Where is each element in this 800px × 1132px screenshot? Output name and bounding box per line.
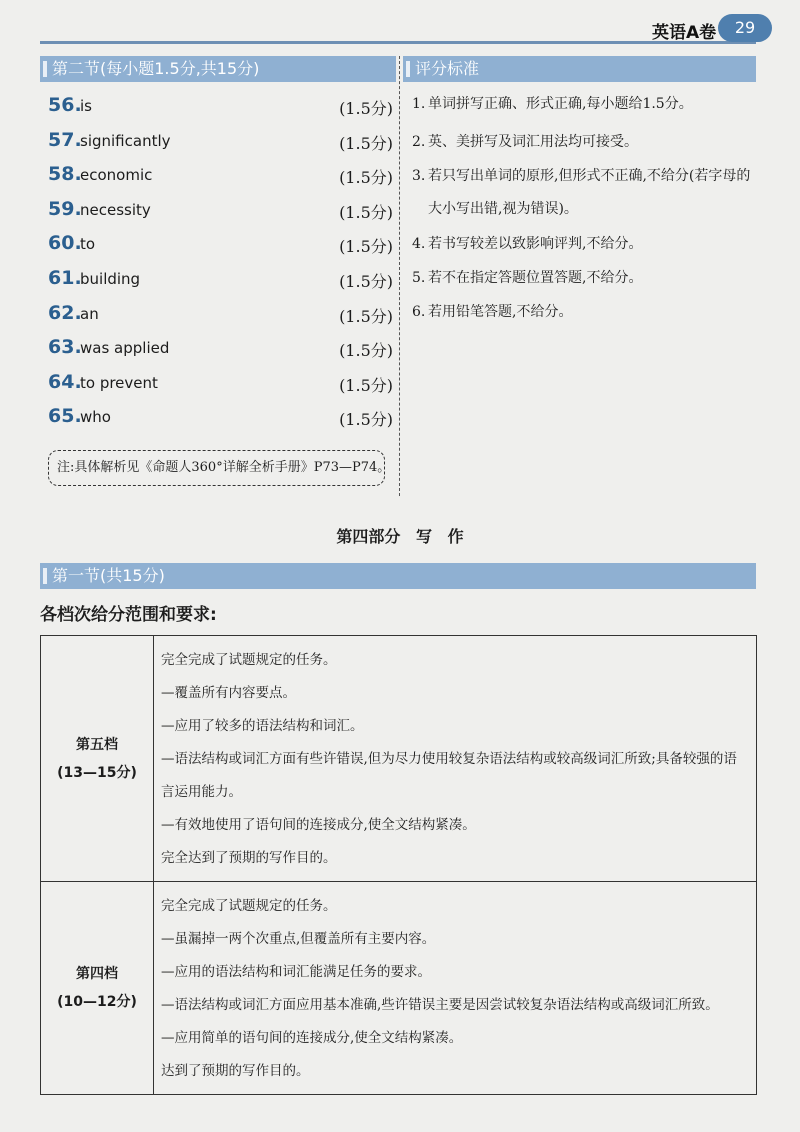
answer-word: economic	[80, 166, 153, 185]
answer-row	[48, 302, 393, 337]
bar-marker	[406, 61, 410, 77]
answer-row	[48, 129, 393, 164]
grade-range: (10—12分)	[57, 994, 137, 1010]
answer-score: (1.5分)	[339, 341, 393, 361]
answer-word: building	[80, 269, 141, 288]
answer-number: 59.	[48, 197, 82, 220]
answer-score: (1.5分)	[339, 237, 393, 257]
criteria-text: 单词拼写正确、形式正确,每小题给1.5分。	[428, 96, 693, 112]
answer-number: 61.	[48, 266, 82, 289]
column-divider	[399, 56, 400, 496]
answer-word: to prevent	[80, 373, 158, 392]
grade-line: —虽漏掉一两个次重点,但覆盖所有主要内容。	[161, 931, 436, 947]
answer-word: to	[80, 235, 96, 254]
reference-note: 注:具体解析见《命题人360°详解全析手册》P73—P74。	[48, 450, 385, 486]
answer-score: (1.5分)	[339, 410, 393, 430]
answer-row	[48, 163, 393, 198]
grade-line: 完全完成了试题规定的任务。	[161, 652, 337, 668]
answer-row	[48, 405, 393, 440]
criteria-number: 4.	[412, 236, 426, 252]
answer-row	[48, 94, 393, 129]
answer-row	[48, 232, 393, 267]
grade-line: —语法结构或词汇方面应用基本准确,些许错误主要是因尝试较复杂语法结构或高级词汇所致。	[161, 997, 719, 1013]
answer-number: 63.	[48, 336, 82, 359]
grade-line: —应用了较多的语法结构和词汇。	[161, 718, 364, 734]
answer-number: 56.	[48, 94, 82, 116]
grade-line: 达到了预期的写作目的。	[161, 1063, 310, 1079]
criteria-text: 若用铅笔答题,不给分。	[428, 304, 573, 320]
section2-bar-label: 第二节(每小题1.5分,共15分)	[52, 59, 260, 78]
answer-score: (1.5分)	[339, 271, 393, 291]
grade-label-cell	[41, 882, 154, 1094]
grade-row	[41, 882, 756, 1094]
part4-section1-bar-label: 第一节(共15分)	[52, 566, 165, 585]
answer-row	[48, 267, 393, 302]
part4-section1-bar	[40, 563, 756, 589]
answer-row	[48, 336, 393, 371]
criteria-text: 若不在指定答题位置答题,不给分。	[428, 270, 643, 286]
grade-name: 第五档	[76, 736, 118, 753]
answer-word: an	[80, 304, 99, 323]
grade-line: —覆盖所有内容要点。	[161, 685, 296, 701]
answer-word: significantly	[80, 131, 171, 150]
answer-score: (1.5分)	[339, 99, 393, 118]
answer-number: 60.	[48, 232, 82, 255]
answer-number: 64.	[48, 370, 82, 393]
answer-number: 65.	[48, 405, 82, 428]
answer-word: necessity	[80, 200, 151, 219]
answer-score: (1.5分)	[339, 168, 393, 188]
criteria-number: 6.	[412, 304, 426, 320]
criteria-bar	[403, 56, 756, 82]
header-title: 英语A卷	[652, 23, 717, 43]
criteria-number: 1.	[412, 96, 426, 112]
grade-line: —应用简单的语句间的连接成分,使全文结构紧凑。	[161, 1030, 463, 1046]
criteria-text: 若书写较差以致影响评判,不给分。	[428, 236, 643, 252]
part4-title: 第四部分 写 作	[336, 527, 464, 546]
answer-word: who	[80, 408, 111, 427]
criteria-number: 2.	[412, 134, 426, 150]
answer-score: (1.5分)	[339, 375, 393, 395]
grade-description-cell	[155, 636, 756, 881]
grade-row	[41, 636, 756, 882]
grade-line: 完全达到了预期的写作目的。	[161, 850, 337, 866]
criteria-number: 5.	[412, 270, 426, 286]
grading-table	[40, 635, 757, 1095]
grade-range: (13—15分)	[57, 764, 137, 781]
answer-number: 58.	[48, 163, 82, 186]
grade-line: —有效地使用了语句间的连接成分,使全文结构紧凑。	[161, 817, 476, 833]
grade-line: —语法结构或词汇方面有些许错误,但为尽力使用较复杂语法结构或较高级词汇所致;具备较强的语言运用能力。	[161, 751, 737, 800]
criteria-text: 若只写出单词的原形,但形式不正确,不给分(若字母的大小写出错,视为错误)。	[428, 168, 751, 217]
answer-row	[48, 371, 393, 406]
grade-line: —应用的语法结构和词汇能满足任务的要求。	[161, 964, 431, 980]
answer-score: (1.5分)	[339, 133, 393, 153]
answer-score: (1.5分)	[339, 306, 393, 326]
grade-name: 第四档	[76, 966, 118, 982]
answer-row	[48, 198, 393, 233]
bar-marker	[43, 568, 47, 584]
answer-number: 57.	[48, 128, 82, 151]
bar-marker	[43, 61, 47, 77]
answer-number: 62.	[48, 301, 82, 324]
requirements-heading: 各档次给分范围和要求:	[40, 605, 217, 625]
page-number-badge: 29	[718, 14, 772, 42]
answer-list	[48, 94, 393, 440]
header-rule	[40, 41, 756, 44]
grade-label-cell	[41, 636, 154, 881]
criteria-bar-label: 评分标准	[415, 59, 480, 78]
criteria-text: 英、美拼写及词汇用法均可接受。	[428, 134, 638, 150]
section2-bar	[40, 56, 396, 82]
grade-description-cell	[155, 882, 756, 1094]
answer-word: is	[80, 97, 92, 115]
answer-score: (1.5分)	[339, 202, 393, 222]
answer-word: was applied	[80, 339, 170, 358]
criteria-number: 3.	[412, 168, 426, 184]
grade-line: 完全完成了试题规定的任务。	[161, 898, 337, 914]
